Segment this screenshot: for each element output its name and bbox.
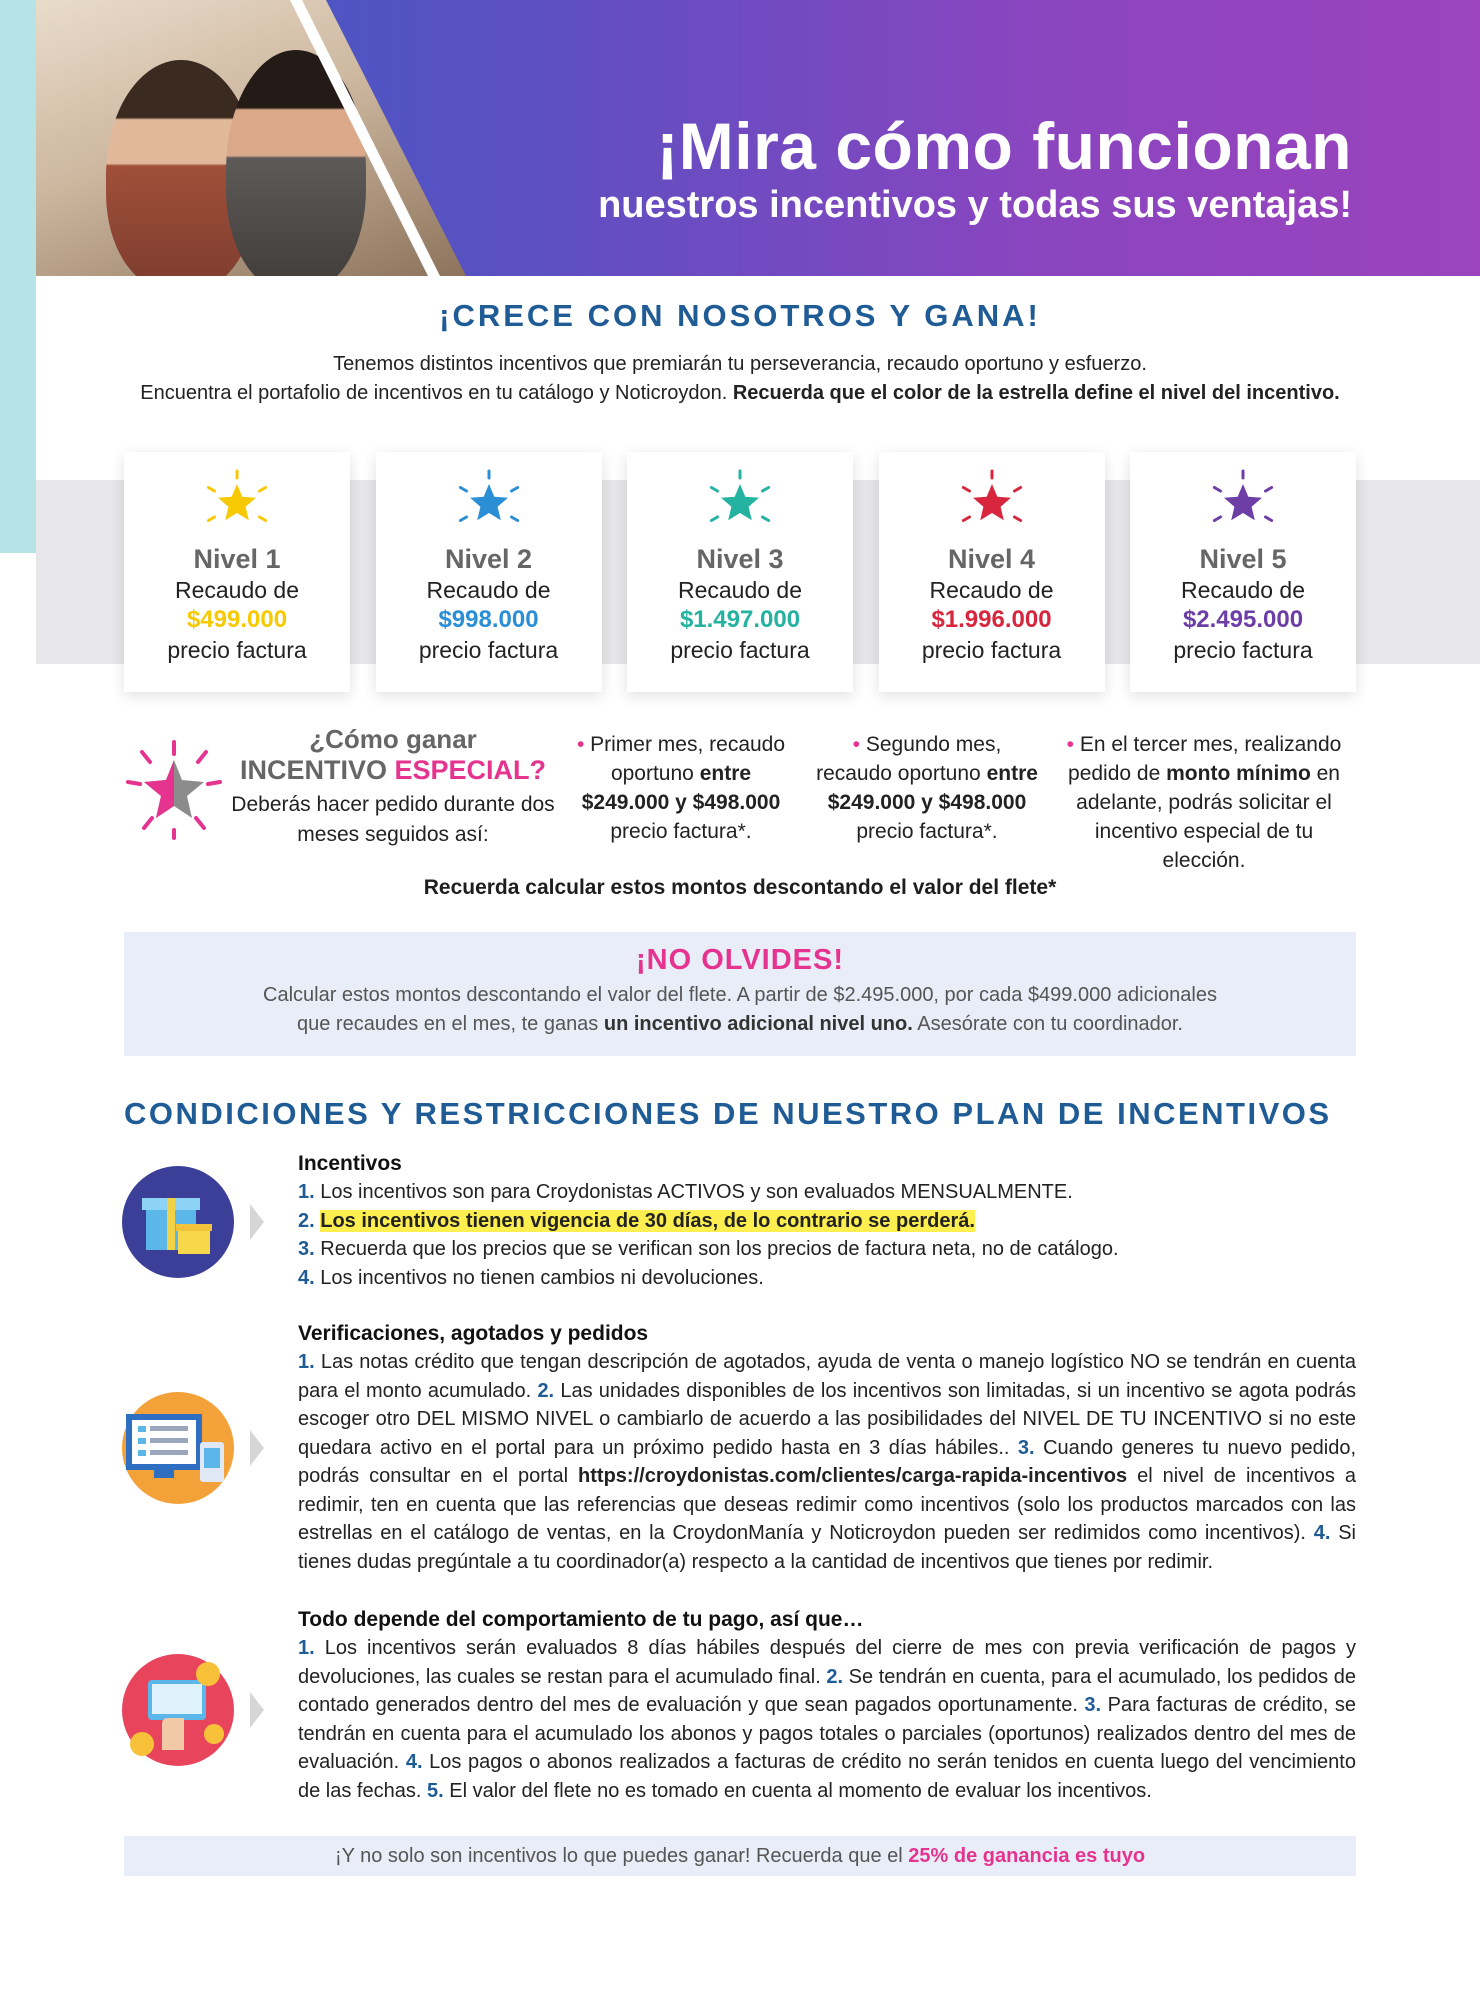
special-step-3: • En el tercer mes, realizando pedido de monto mínimo en adelante, podrás solicitar el incentivo especial de tu elección. (1066, 733, 1342, 872)
item-number: 1. (298, 1637, 315, 1659)
item-number: 2. (298, 1209, 315, 1232)
item-number: 1. (298, 1181, 315, 1203)
conditions-title: CONDICIONES Y RESTRICCIONES DE NUESTRO PLAN DE INCENTIVOS (124, 1096, 1332, 1131)
conditions-verificaciones (298, 1320, 1356, 1576)
crece-title: ¡CRECE CON NOSOTROS Y GANA! (439, 298, 1041, 333)
gift-icon (122, 1166, 234, 1278)
pago-paragraph (298, 1634, 1356, 1805)
special-reminder: Recuerda calcular estos montos descontando el valor del flete* (423, 876, 1057, 899)
item-number: 1. (298, 1351, 315, 1373)
footer-highlight: 25% de ganancia es tuyo (908, 1845, 1146, 1867)
star-yellow-icon (197, 466, 277, 538)
level-card-5 (1130, 452, 1356, 692)
level-note: precio factura (167, 637, 307, 663)
level-card-4 (879, 452, 1105, 692)
level-label: Recaudo de (426, 577, 551, 603)
level-name: Nivel 5 (1199, 544, 1287, 574)
level-amount: $1.996.000 (931, 606, 1052, 633)
item-number: 4. (1313, 1522, 1331, 1544)
crece-line-2-bold: Recuerda que el color de la estrella define el nivel del incentivo. (732, 382, 1340, 404)
hero-subtitle: nuestros incentivos y todas sus ventajas! (598, 184, 1352, 226)
step-emphasis: entre (699, 762, 752, 785)
step-note: precio factura*. (610, 820, 752, 843)
item-text: Las notas crédito que tengan descripción de agotados, ayuda de venta o manejo logístico NO se tendrán en cuenta para el monto acumulado. (298, 1351, 1357, 1402)
level-card-1 (124, 452, 350, 692)
hero-photo (36, 0, 466, 276)
step-note: en adelante, podrás solicitar el incentivo especial de tu elección. (1076, 762, 1340, 872)
level-card-3 (627, 452, 853, 692)
verificaciones-paragraph (298, 1348, 1356, 1576)
verificaciones-heading: Verificaciones, agotados y pedidos (298, 1322, 649, 1345)
star-red-icon (952, 466, 1032, 538)
step-range: $249.000 y $498.000 (827, 791, 1027, 814)
crece-line-2-regular: Encuentra el portafolio de incentivos en tu catálogo y Noticroydon. (140, 382, 733, 404)
step-text: Primer mes, recaudo oportuno (590, 733, 786, 785)
item-text: Recuerda que los precios que se verifican son los precios de factura neta, no de catálogo. (320, 1238, 1119, 1260)
no-olvides-line-2b: un incentivo adicional nivel uno. (603, 1013, 913, 1035)
conditions-incentivos (298, 1150, 1356, 1292)
step-emphasis: monto mínimo (1166, 762, 1311, 785)
level-name: Nivel 3 (696, 544, 784, 574)
step-text: Segundo mes, recaudo oportuno (816, 733, 1002, 785)
no-olvides-line-1: Calcular estos montos descontando el valor del flete. A partir de $2.495.000, por cada $499.000 adicionales (263, 984, 1217, 1006)
special-title (228, 754, 558, 786)
item-text: Los incentivos serán evaluados 8 días hábiles después del cierre de mes con previa verificación de pagos y devoluciones, las cuales se restan para el acumulado final. (298, 1637, 1356, 1688)
item-number: 3. (1017, 1436, 1035, 1459)
section-arrow (250, 1204, 264, 1240)
item-text: Las unidades disponibles de los incentivos son limitadas, si un incentivo se agota podrás escoger otro DEL MISMO NIVEL o cambiarlo de acuerdo a las posibilidades del NIVEL DE TU INCENTIVO si no este quedara activo en el portal para un próximo pedido hasta en 3 días hábiles.. (298, 1379, 1357, 1459)
item-text: El valor del flete no es tomado en cuenta al momento de evaluar los incentivos. (449, 1779, 1152, 1802)
level-amount: $998.000 (438, 606, 539, 633)
item-number: 2. (826, 1665, 844, 1688)
pago-heading: Todo depende del comportamiento de tu pago, así que… (298, 1608, 864, 1631)
level-name: Nivel 4 (947, 544, 1036, 574)
hero-banner (0, 0, 1480, 276)
star-teal-icon (700, 466, 780, 538)
level-amount: $499.000 (186, 606, 288, 633)
step-emphasis: entre (986, 762, 1038, 785)
special-description: Deberás hacer pedido durante dos meses seguidos así: (231, 793, 555, 846)
footer-banner (124, 1836, 1356, 1876)
incentivos-item-3 (298, 1235, 1356, 1264)
level-amount: $1.497.000 (679, 606, 801, 633)
item-text: Para facturas de crédito, se tendrán en cuenta para el acumulado los abonos y pagos totales o parciales (oportunos) realizados dentro del mes de evaluación. (298, 1694, 1356, 1773)
level-label: Recaudo de (677, 577, 803, 603)
no-olvides-line-2 (124, 1010, 1356, 1039)
level-note: precio factura (921, 637, 1062, 663)
item-text: Los incentivos son para Croydonistas ACTIVOS y son evaluados MENSUALMENTE. (320, 1181, 1073, 1203)
levels-row (124, 452, 1356, 692)
star-purple-icon (1203, 466, 1283, 538)
portal-link[interactable]: https://croydonistas.com/clientes/carga-rapida-incentivos (578, 1465, 1128, 1487)
item-number: 4. (298, 1266, 315, 1289)
level-label: Recaudo de (1180, 577, 1306, 603)
no-olvides-box (124, 932, 1356, 1056)
item-text: Se tendrán en cuenta, para el acumulado, los pedidos de contado generados dentro del mes de evaluación y que sean pagados oportunamente. (298, 1665, 1356, 1716)
step-note: precio factura*. (856, 820, 998, 843)
item-number: 3. (298, 1238, 315, 1260)
item-text: Los pagos o abonos realizados a facturas de crédito no serán tenidos en cuenta luego del vencimiento de las fechas. (298, 1751, 1356, 1802)
item-number: 4. (405, 1751, 423, 1773)
special-star-icon (122, 738, 226, 842)
special-incentive-block (228, 724, 558, 850)
special-question: ¿Cómo ganar (309, 724, 477, 754)
incentivos-item-1 (298, 1178, 1356, 1207)
item-text: Cuando generes tu nuevo pedido, podrás consultar en el portal (298, 1436, 1357, 1487)
incentivos-item-4 (298, 1264, 1356, 1293)
item-number: 5. (426, 1779, 444, 1802)
hero-title: ¡Mira cómo funcionan (656, 109, 1352, 183)
footer-text: ¡Y no solo son incentivos lo que puedes ganar! Recuerda que el (334, 1845, 909, 1867)
crece-text (0, 350, 1480, 408)
level-note: precio factura (418, 637, 559, 663)
item-number: 2. (537, 1379, 555, 1402)
step-range: $249.000 y $498.000 (581, 791, 781, 814)
item-text-highlighted: Los incentivos tienen vigencia de 30 días, de lo contrario se perderá. (320, 1209, 975, 1232)
star-blue-icon (449, 466, 529, 538)
no-olvides-line-2c: Asesórate con tu coordinador. (912, 1013, 1183, 1035)
checklist-icon (122, 1392, 234, 1504)
level-label: Recaudo de (929, 577, 1054, 603)
special-title-incentivo: INCENTIVO (239, 755, 387, 785)
no-olvides-text (124, 981, 1356, 1039)
item-text: Los incentivos no tienen cambios ni devoluciones. (320, 1266, 764, 1289)
special-step-2: • Segundo mes, recaudo oportuno entre $249.000 y $498.000 precio factura*. (816, 733, 1038, 843)
conditions-pago (298, 1606, 1356, 1805)
level-name: Nivel 1 (193, 544, 281, 574)
level-label: Recaudo de (174, 577, 300, 603)
section-arrow (250, 1430, 264, 1466)
level-name: Nivel 2 (444, 544, 533, 574)
level-note: precio factura (670, 637, 810, 663)
step-text: En el tercer mes, realizando pedido de (1068, 733, 1342, 785)
level-card-2 (376, 452, 602, 692)
incentivos-item-2 (298, 1207, 1356, 1236)
section-arrow (250, 1692, 264, 1728)
special-title-especial: ESPECIAL? (394, 755, 547, 785)
crece-line-2 (0, 379, 1480, 408)
item-number: 3. (1084, 1694, 1102, 1716)
payment-icon (122, 1654, 234, 1766)
incentivos-heading: Incentivos (298, 1152, 402, 1175)
level-amount: $2.495.000 (1182, 606, 1304, 633)
hero-person-right (226, 50, 366, 276)
no-olvides-line-2a: que recaudes en el mes, te ganas (297, 1013, 604, 1035)
crece-line-1: Tenemos distintos incentivos que premiarán tu perseverancia, recaudo oportuno y esfuerzo. (333, 353, 1147, 375)
no-olvides-title: ¡NO OLVIDES! (635, 944, 845, 976)
side-accent-bar (0, 0, 36, 553)
special-step-1: • Primer mes, recaudo oportuno entre $249.000 y $498.000 precio factura*. (576, 733, 786, 843)
item-text: el nivel de incentivos a redimir, ten en cuenta que las referencias que deseas redimir como incentivos (solo los productos marcados con las estrellas en el catálogo de ventas, en la CroydonManía y Noticroydon pueden ser redimidos como incentivos). (298, 1465, 1356, 1544)
item-text: Si tienes dudas pregúntale a tu coordinador(a) respecto a la cantidad de incentivos que tienes por redimir. (298, 1522, 1356, 1573)
level-note: precio factura (1173, 637, 1313, 663)
